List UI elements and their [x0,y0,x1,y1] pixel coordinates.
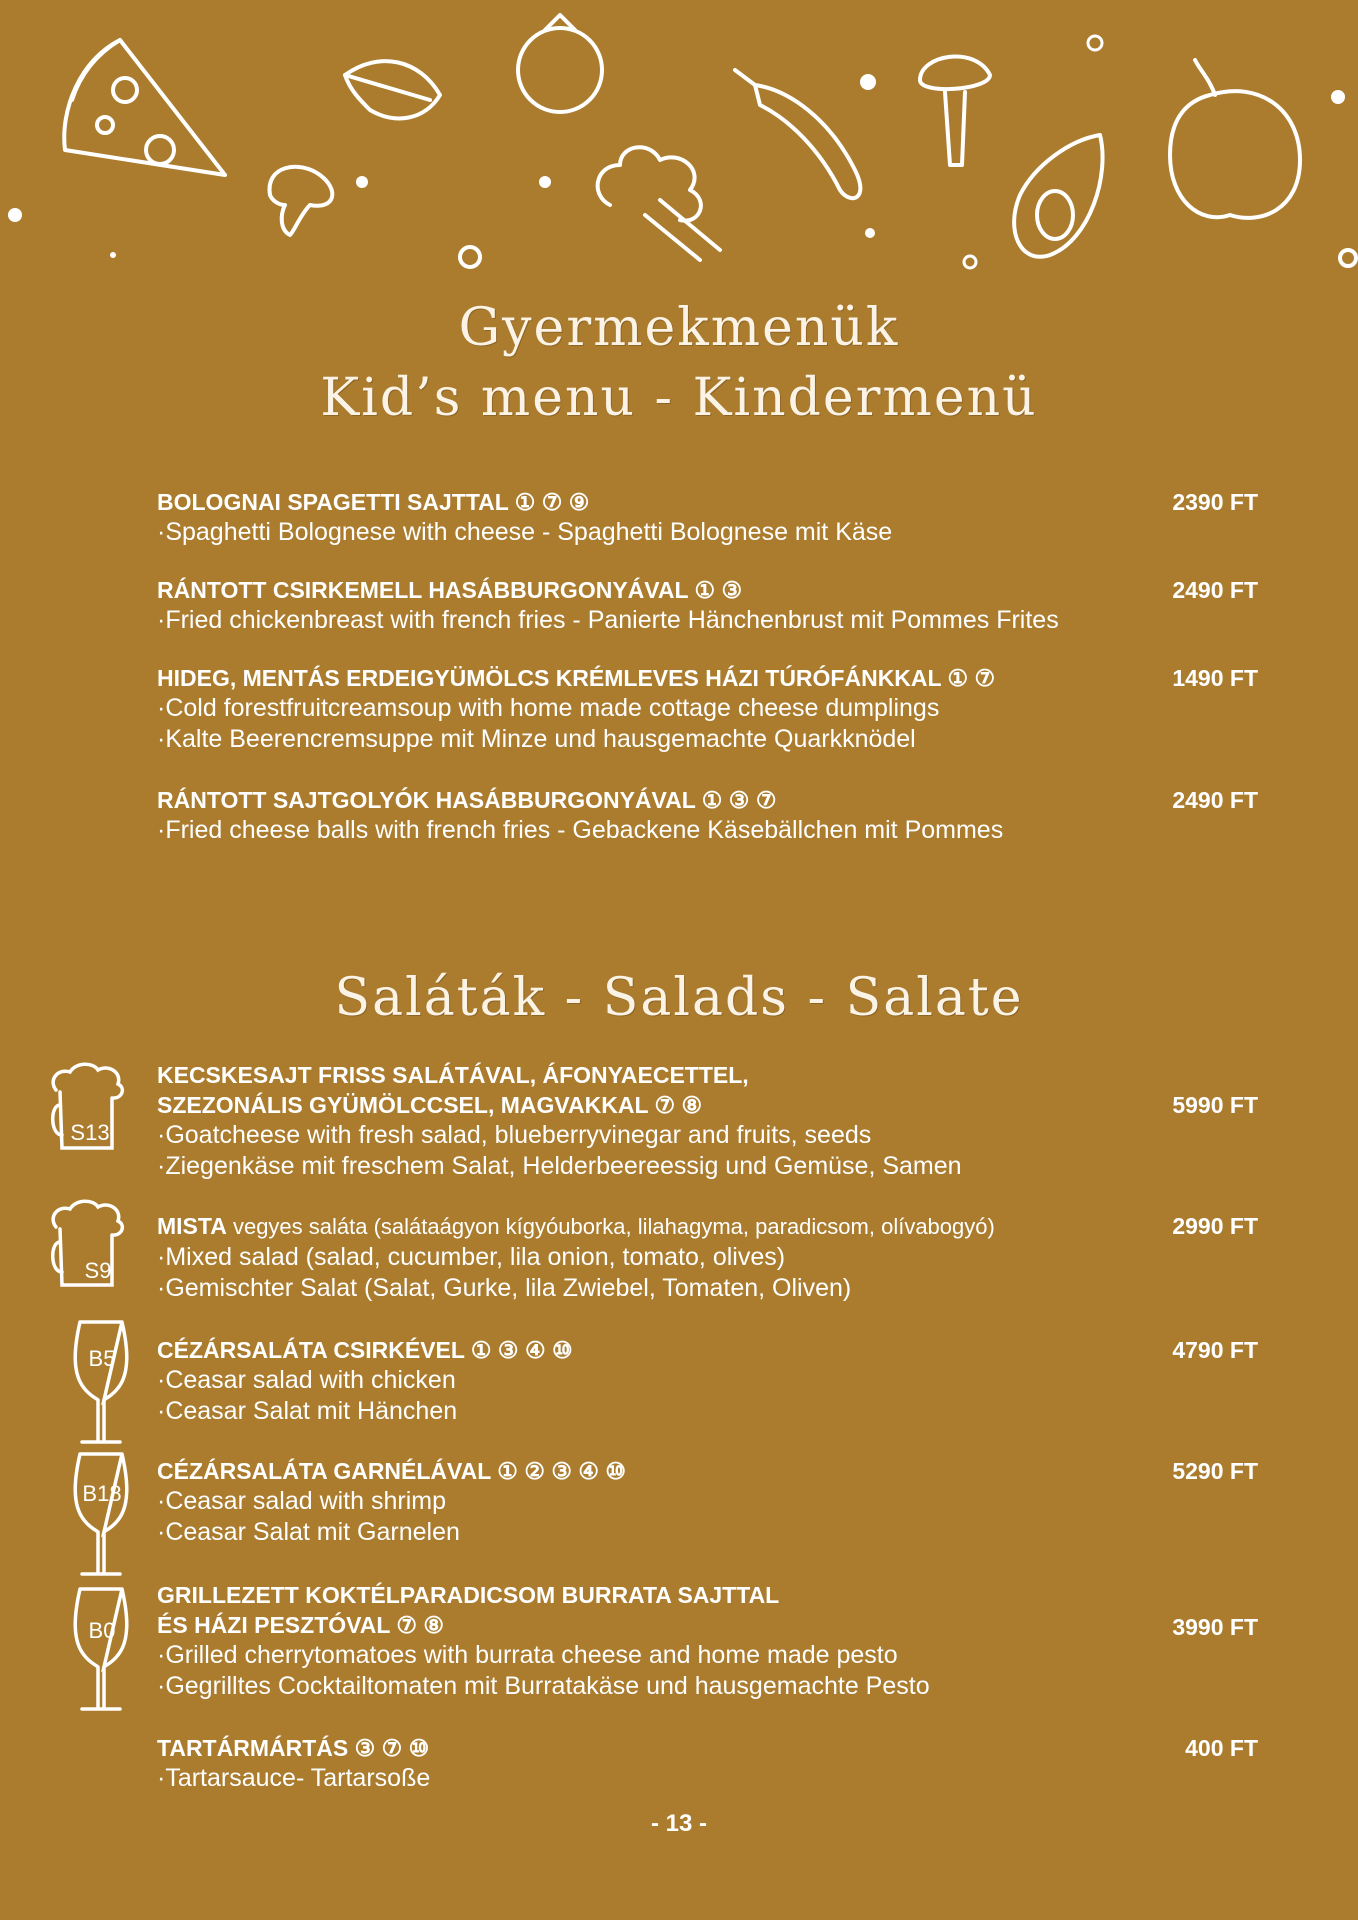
item-description: ·Grilled cherrytomatoes with burrata cheese and home made pesto [157,1641,898,1669]
item-description: ·Goatcheese with fresh salad, blueberryvinegar and fruits, seeds [157,1121,872,1149]
item-price: 5990 FT [1172,1092,1258,1118]
menu-item [157,1733,1257,1794]
menu-item [157,785,1257,846]
menu-item [157,487,1257,548]
item-description: ·Spaghetti Bolognese with cheese - Spaghetti Bolognese mit Käse [157,518,893,546]
kids-menu-heading-en-de: Kid’s menu - Kindermenü [320,368,1038,428]
item-price: 1490 FT [1172,665,1258,691]
item-title: KECSKESAJT FRISS SALÁTÁVAL, ÁFONYAECETTEL, [157,1062,749,1088]
leaf-icon [345,61,440,118]
tulip-glass-icon [70,1318,132,1448]
item-title: CÉZÁRSALÁTA CSIRKÉVEL ① ③ ④ ⑩ [157,1337,573,1363]
item-description: ·Tartarsauce- Tartarsoße [157,1764,431,1792]
menu-item [157,1580,1257,1702]
beer-pairing-code: B0 [88,1618,116,1643]
item-description: ·Cold forestfruitcreamsoup with home made cottage cheese dumplings [157,694,940,722]
item-title: SZEZONÁLIS GYÜMÖLCCSEL, MAGVAKKAL ⑦ ⑧ [157,1092,703,1118]
seed-icons [8,36,1356,268]
item-description: ·Gemischter Salat (Salat, Gurke, lila Zwiebel, Tomaten, Oliven) [157,1274,852,1302]
item-title: TARTÁRMÁRTÁS ③ ⑦ ⑩ [157,1735,430,1761]
item-description: ·Ceasar Salat mit Garnelen [157,1518,460,1546]
food-illustrations [0,0,1358,300]
item-description: ·Ceasar salad with shrimp [157,1487,446,1515]
item-price: 5290 FT [1172,1458,1258,1484]
item-description: ·Ceasar Salat mit Hänchen [157,1397,458,1425]
chili-pepper-icon [735,70,860,198]
item-description: ·Ziegenkäse mit freschem Salat, Helderbeereessig und Gemüse, Samen [157,1152,962,1180]
menu-item [157,575,1257,636]
mushroom-tall-icon [920,56,990,165]
item-description: ·Kalte Beerencremsuppe mit Minze und hausgemachte Quarkknödel [157,725,916,753]
item-title: HIDEG, MENTÁS ERDEIGYÜMÖLCS KRÉMLEVES HÁZI TÚRÓFÁNKKAL ① ⑦ [157,665,996,691]
beer-pairing-code: S9 [84,1258,112,1283]
page-number: - 13 - [650,1810,707,1837]
item-price: 2990 FT [1172,1213,1258,1239]
menu-item [157,663,1257,755]
item-title: RÁNTOTT CSIRKEMELL HASÁBBURGONYÁVAL ① ③ [157,577,743,603]
item-price: 2490 FT [1172,577,1258,603]
item-description: ·Mixed salad (salad, cucumber, lila onion, tomato, olives) [157,1243,786,1271]
tomato-icon [518,15,602,112]
tulip-glass-icon [70,1585,132,1715]
item-description: ·Fried cheese balls with french fries - Gebackene Käsebällchen mit Pommes [157,816,1004,844]
broccoli-icon [598,147,720,260]
item-price: 2390 FT [1172,489,1258,515]
item-price: 400 FT [1185,1735,1258,1761]
beer-pairing-code: S13 [70,1120,110,1145]
item-description: ·Gegrilltes Cocktailtomaten mit Burratakäse und hausgemachte Pesto [157,1672,930,1700]
kids-menu-heading-hu: Gyermekmenük [458,298,900,358]
mushroom-icon [270,167,333,235]
item-title: ÉS HÁZI PESZTÓVAL ⑦ ⑧ [157,1612,445,1638]
avocado-icon [1014,135,1102,257]
beer-pairing-code: B5 [88,1346,116,1371]
item-title: BOLOGNAI SPAGETTI SAJTTAL ① ⑦ ⑨ [157,489,590,515]
item-title: GRILLEZETT KOKTÉLPARADICSOM BURRATA SAJTTAL [157,1582,780,1608]
item-description: ·Fried chickenbreast with french fries - Panierte Hänchenbrust mit Pommes Frites [157,606,1059,634]
item-title [157,1211,1257,1242]
item-price: 3990 FT [1172,1614,1258,1640]
item-price: 4790 FT [1172,1337,1258,1363]
menu-item [157,1211,1257,1304]
beer-pairing-code: B18 [82,1481,122,1506]
bell-pepper-icon [1170,60,1300,218]
menu-item [157,1456,1257,1548]
item-price: 2490 FT [1172,787,1258,813]
salads-heading: Saláták - Salads - Salate [334,968,1024,1028]
menu-item [157,1335,1257,1427]
menu-item [157,1060,1257,1182]
item-description: ·Ceasar salad with chicken [157,1366,456,1394]
item-title: RÁNTOTT SAJTGOLYÓK HASÁBBURGONYÁVAL ① ③ ⑦ [157,787,777,813]
item-title: CÉZÁRSALÁTA GARNÉLÁVAL ① ② ③ ④ ⑩ [157,1458,626,1484]
item-title-detail: vegyes saláta (salátaágyon kígyóuborka, lilahagyma, paradicsom, olívabogyó) [226,1214,995,1239]
tulip-glass-icon [70,1450,132,1580]
item-title-bold: MISTA [157,1213,227,1239]
pizza-slice-icon [64,40,225,175]
